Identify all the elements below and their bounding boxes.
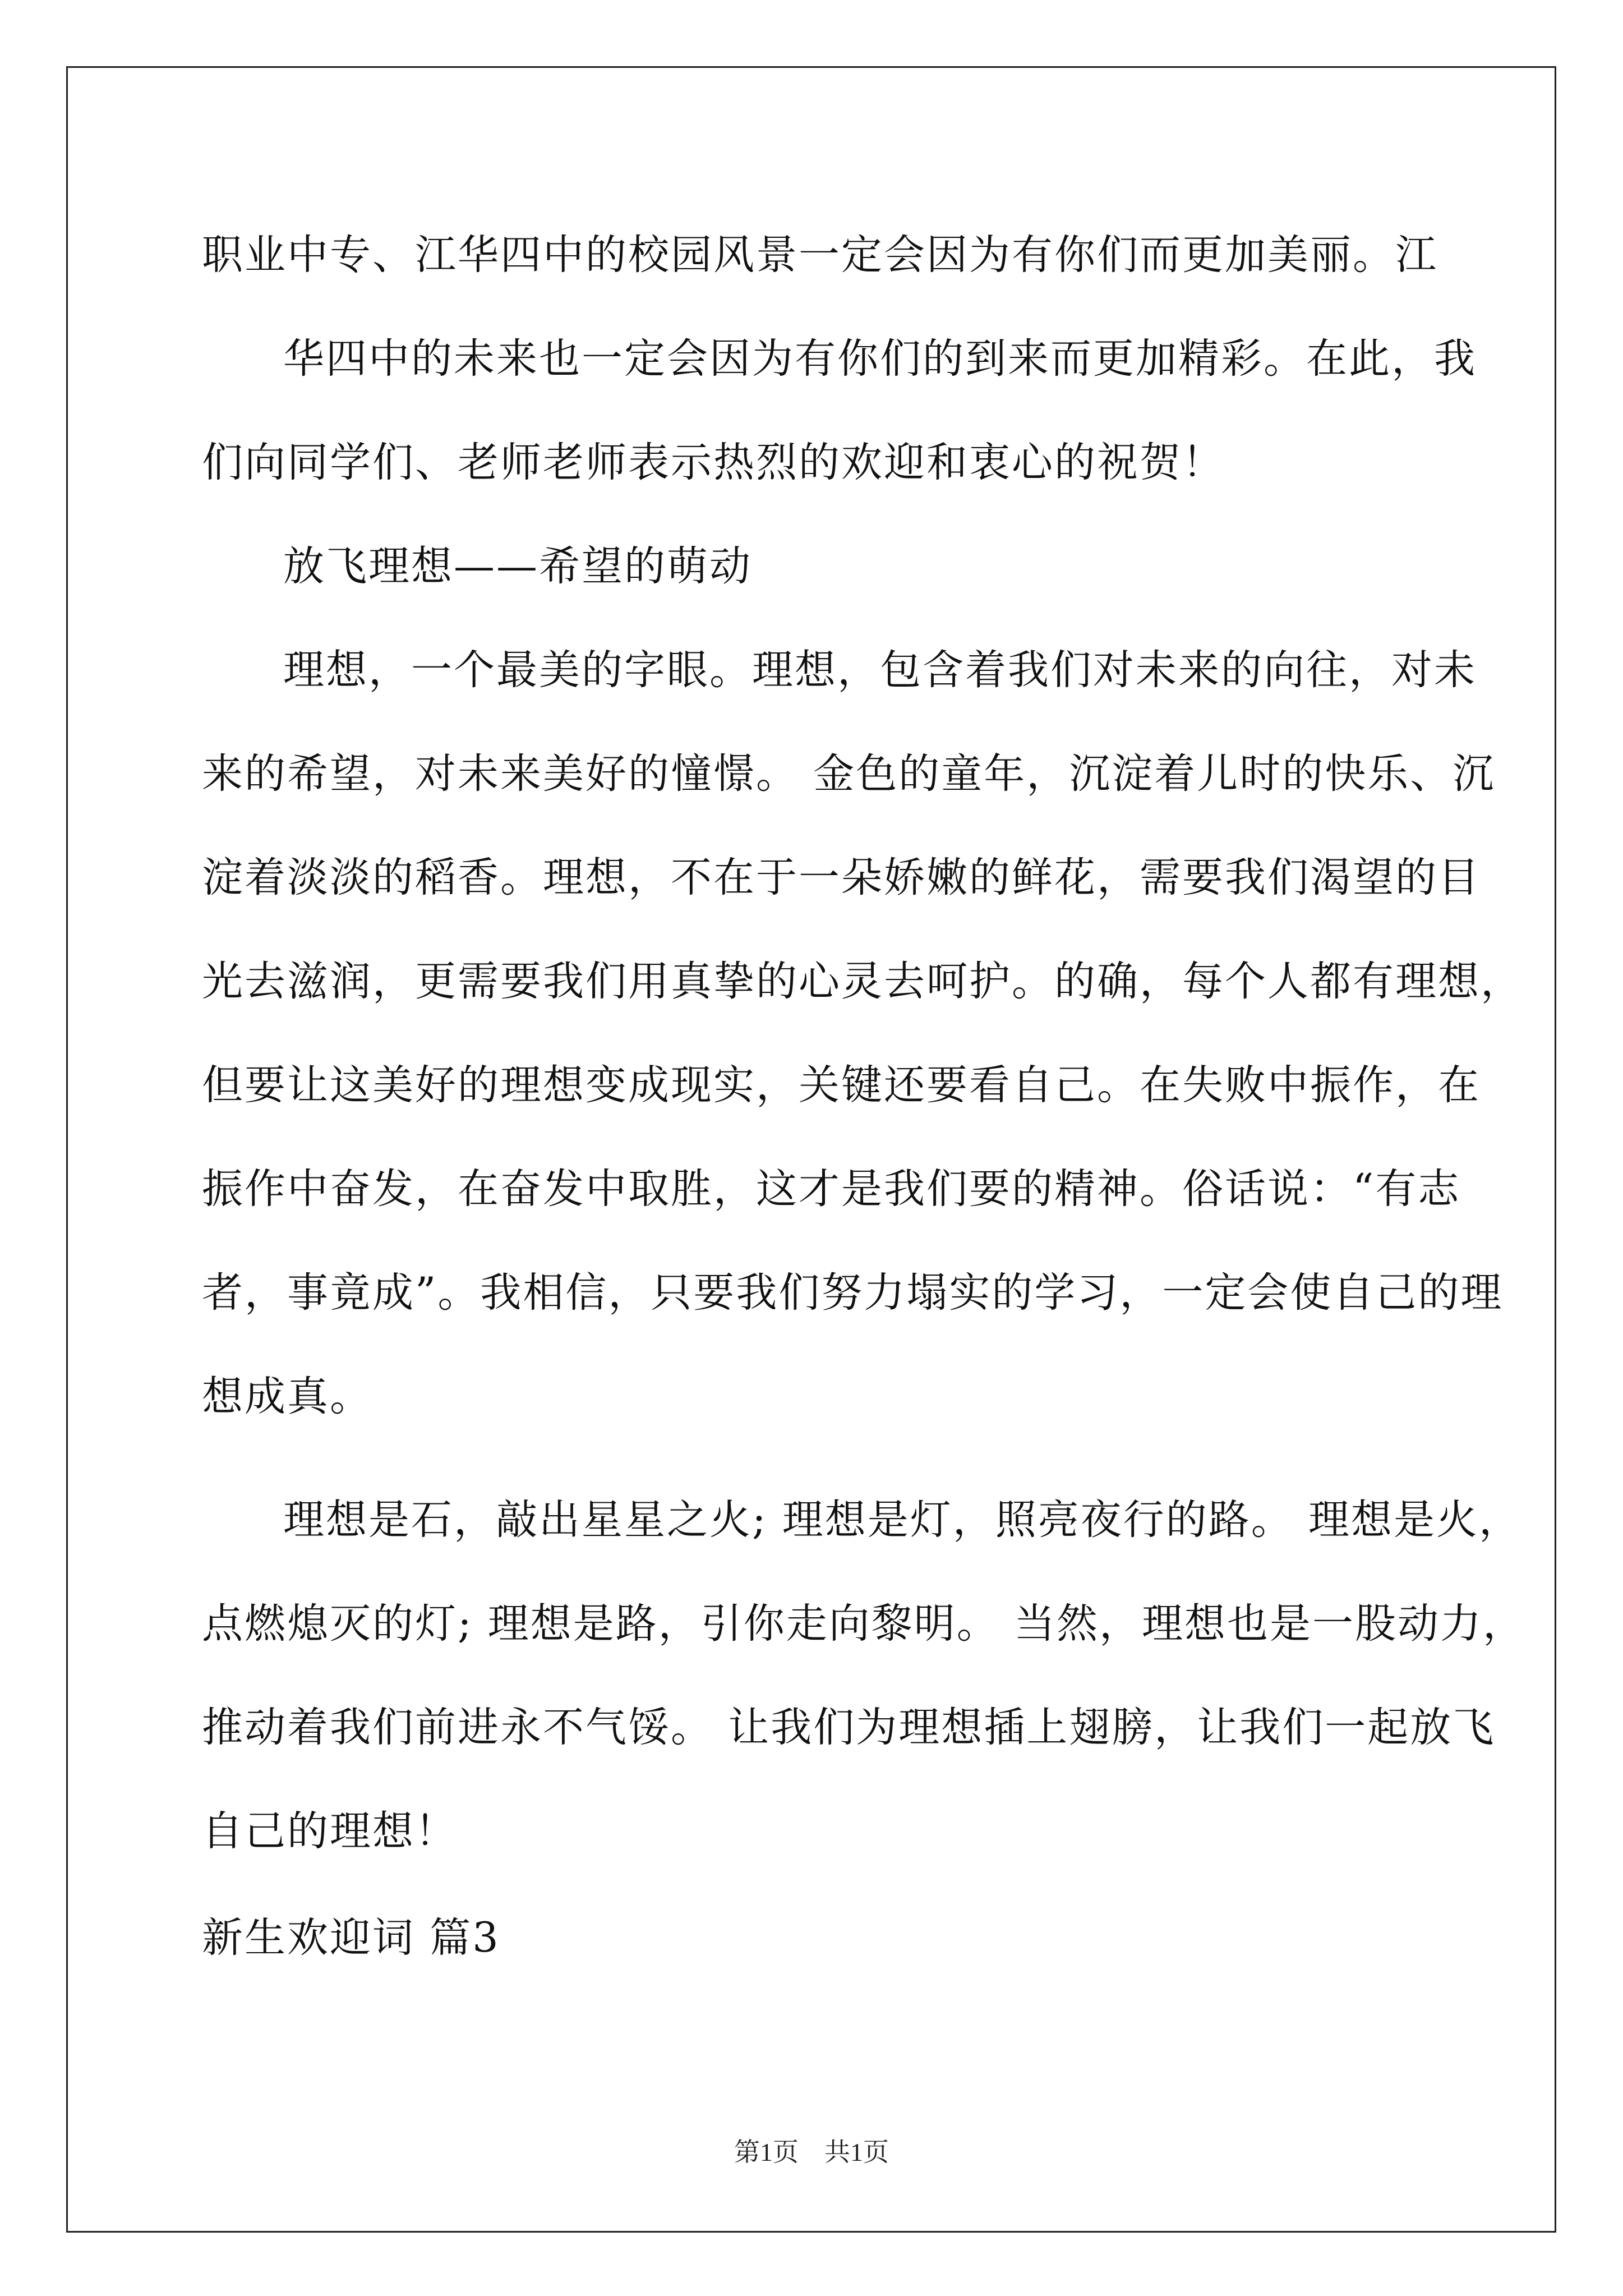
text-line: 者，事竟成”。我相信，只要我们努力塌实的学习，一定会使自己的理 [202,1269,1504,1317]
page-border [66,66,1556,2233]
text-line: 点燃熄灭的灯; 理想是路，引你走向黎明。 当然，理想也是一股动力， [202,1600,1526,1648]
page-footer: 第1页 共1页 [734,2138,889,2166]
text-line: 光去滋润，更需要我们用真挚的心灵去呵护。的确，每个人都有理想， [202,958,1523,1005]
text-line: 来的希望，对未来美好的憧憬。 金色的童年，沉淀着儿时的快乐、沉 [202,750,1496,798]
text-line: 理想，一个最美的字眼。理想，包含着我们对未来的向往，对未 [283,646,1477,694]
text-line: 推动着我们前进永不气馁。 让我们为理想插上翅膀，让我们一起放飞 [202,1704,1496,1751]
text-line: 理想是石，敲出星星之火; 理想是灯，照亮夜行的路。 理想是火， [283,1496,1522,1544]
text-line: 职业中专、江华四中的校园风景一定会因为有你们而更加美丽。江 [202,231,1438,279]
text-line: 们向同学们、老师老师表示热烈的欢迎和衷心的祝贺！ [202,439,1225,486]
section-heading: 新生欢迎词 篇3 [202,1914,500,1962]
text-line: 淀着淡淡的稻香。理想，不在于一朵娇嫩的鲜花，需要我们渴望的目 [202,854,1481,901]
text-line: 自己的理想！ [202,1807,458,1855]
subtitle-heading: 放飞理想——希望的萌动 [283,542,752,590]
text-line: 华四中的未来也一定会因为有你们的到来而更加精彩。在此，我 [283,335,1477,383]
text-line: 但要让这美好的理想变成现实，关键还要看自己。在失败中振作，在 [202,1061,1481,1109]
text-line: 想成真。 [202,1373,372,1420]
text-line: 振作中奋发，在奋发中取胜，这才是我们要的精神。俗话说：“有志 [202,1165,1461,1213]
